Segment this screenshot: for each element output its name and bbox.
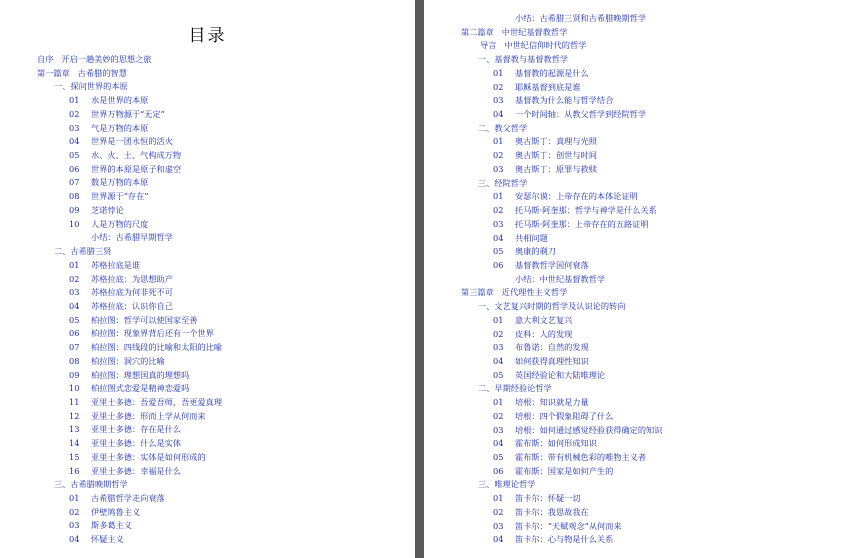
toc-entry[interactable] [69, 437, 181, 450]
toc-entry[interactable] [69, 506, 140, 519]
toc-entry-number: 06 [493, 465, 504, 476]
toc-entry-label: 一、文艺复兴时期的哲学及认识论的转向 [478, 301, 626, 312]
toc-entry-number: 05 [493, 246, 504, 257]
toc-entry[interactable] [493, 94, 613, 107]
toc-entry-number: 03 [493, 163, 504, 174]
toc-entry[interactable] [69, 231, 173, 244]
toc-entry[interactable] [478, 478, 535, 491]
toc-entry[interactable] [493, 163, 597, 176]
toc-entry[interactable] [493, 355, 589, 368]
toc-entry[interactable] [493, 437, 597, 450]
toc-entry[interactable] [69, 369, 189, 382]
toc-entry-label: 亚里士多德：存在是什么 [91, 424, 182, 435]
toc-entry-number: 04 [493, 534, 504, 545]
toc-entry[interactable] [478, 177, 527, 190]
toc-entry-label: 基督教哲学因何衰落 [515, 259, 589, 270]
toc-entry[interactable] [493, 259, 589, 272]
toc-entry-label: 亚里士多德：什么是实体 [91, 438, 182, 449]
toc-entry[interactable] [478, 122, 527, 135]
toc-entry-label: 笛卡尔：“天赋观念”从何而来 [515, 520, 622, 531]
toc-entry-label: 芝诺悖论 [91, 204, 124, 215]
toc-entry[interactable] [54, 80, 128, 93]
toc-entry[interactable] [493, 506, 589, 519]
toc-entry-label: 亚里士多德：形而上学从何而来 [91, 410, 206, 421]
toc-entry-number: 01 [69, 259, 80, 270]
toc-entry[interactable] [493, 232, 548, 245]
toc-entry-label: 奥古斯丁：真理与光照 [515, 136, 597, 147]
toc-entry-number: 06 [69, 163, 80, 174]
toc-entry[interactable] [493, 341, 589, 354]
toc-entry-label: 柏拉图：洞穴的比喻 [91, 355, 165, 366]
toc-entry-number: 03 [69, 122, 80, 133]
toc-entry-label: 柏拉图式恋爱是精神恋爱吗 [91, 383, 190, 394]
toc-entry-label: 柏拉图：哲学可以使国家至善 [91, 314, 198, 325]
toc-entry-number: 08 [69, 191, 80, 202]
toc-entry-label: 奥康的剃刀 [515, 246, 556, 257]
toc-entry-number: 04 [493, 232, 504, 243]
toc-entry-number: 12 [69, 410, 80, 421]
toc-entry-number: 05 [69, 314, 80, 325]
toc-entry-label: 怀疑主义 [91, 534, 124, 545]
toc-entry-number: 01 [493, 493, 504, 504]
toc-entry[interactable] [493, 149, 597, 162]
toc-entry-number: 04 [493, 438, 504, 449]
toc-entry-number: 02 [493, 205, 504, 216]
toc-entry-number: 02 [493, 506, 504, 517]
toc-entry-number: 10 [69, 218, 80, 229]
toc-entry[interactable] [493, 328, 572, 341]
toc-entry[interactable] [69, 135, 173, 148]
toc-entry-label: 苏格拉底是谁 [91, 259, 141, 270]
toc-entry-label: 亚里士多德：吾爱吾师，吾更爱真理 [91, 397, 223, 407]
toc-entry-label: 亚里士多德：幸福是什么 [91, 465, 182, 476]
toc-entry[interactable] [37, 53, 151, 66]
toc-entry-number: 自序 [37, 54, 54, 64]
toc-entry-number: 01 [493, 191, 504, 202]
toc-entry[interactable] [69, 314, 197, 327]
toc-entry-label: 古希腊哲学走向衰落 [91, 493, 165, 504]
toc-entry[interactable] [69, 533, 124, 546]
toc-entry[interactable] [69, 286, 173, 299]
toc-entry[interactable] [478, 300, 625, 313]
toc-entry[interactable] [69, 163, 181, 176]
toc-entry-number: 01 [493, 397, 504, 408]
toc-entry[interactable] [69, 382, 189, 395]
toc-entry[interactable] [493, 273, 605, 286]
toc-entry[interactable] [480, 39, 586, 52]
toc-entry-label: 霍布斯：国家是如何产生的 [515, 465, 614, 476]
toc-entry-number: 06 [69, 328, 80, 339]
toc-entry-label: 柏拉图：四线段的比喻和太阳的比喻 [91, 342, 223, 353]
toc-entry-number: 05 [493, 369, 504, 380]
toc-entry[interactable] [493, 218, 649, 231]
toc-entry-number: 02 [69, 273, 80, 284]
toc-entry-label: 托马斯·阿奎那：上帝存在的五路证明 [515, 218, 649, 229]
toc-entry-label: 共相问题 [515, 232, 548, 243]
toc-entry[interactable] [493, 424, 662, 437]
toc-entry-number: 11 [69, 397, 80, 407]
toc-entry[interactable] [69, 94, 148, 107]
toc-entry-number: 04 [493, 109, 504, 120]
toc-entry-label: 古希腊的智慧 [77, 67, 127, 78]
toc-entry-number: 03 [493, 520, 504, 531]
toc-entry[interactable] [69, 396, 222, 409]
toc-entry-number: 16 [69, 465, 80, 476]
toc-entry-number: 02 [493, 81, 504, 92]
toc-entry[interactable] [493, 12, 646, 25]
toc-entry-label: 水、火、土、气构成万物 [91, 150, 182, 161]
toc-entry-number: 07 [69, 342, 80, 353]
toc-entry[interactable] [69, 355, 165, 368]
toc-entry[interactable] [69, 108, 165, 121]
toc-entry[interactable] [54, 245, 111, 258]
toc-entry-number: 02 [493, 410, 504, 421]
toc-entry-number: 01 [69, 493, 80, 504]
toc-entry-label: 中世纪基督教哲学 [501, 26, 568, 37]
toc-entry[interactable] [69, 423, 181, 436]
toc-entry[interactable] [493, 108, 646, 121]
toc-entry[interactable] [69, 465, 181, 478]
toc-entry-label: 斯多葛主义 [91, 520, 132, 531]
toc-entry-label: 笛卡尔：怀疑一切 [515, 493, 581, 504]
toc-entry[interactable] [69, 300, 173, 313]
toc-entry-label: 伊壁鸠鲁主义 [91, 506, 141, 517]
toc-entry-number: 03 [493, 218, 504, 229]
toc-entry[interactable] [69, 519, 132, 532]
toc-entry-label: 气是万物的本原 [91, 122, 149, 133]
toc-entry[interactable] [69, 149, 181, 162]
toc-entry-number: 03 [493, 424, 504, 435]
toc-entry-number: 02 [493, 328, 504, 339]
toc-entry-label: 水是世界的本原 [91, 95, 149, 106]
toc-entry-label: 奥古斯丁：原罪与救赎 [515, 163, 597, 174]
toc-entry[interactable] [493, 396, 589, 409]
toc-entry-number: 02 [69, 108, 80, 119]
toc-entry-label: 一、探问世界的本原 [54, 81, 128, 92]
toc-entry-number: 01 [69, 95, 80, 106]
toc-entry-label: 布鲁诺：自然的发现 [515, 342, 589, 353]
toc-entry-number: 09 [69, 369, 80, 380]
toc-entry-label: 英国经验论和大陆唯理论 [515, 369, 606, 380]
toc-entry-number: 01 [493, 314, 504, 325]
toc-entry-number: 02 [69, 506, 80, 517]
toc-entry[interactable] [69, 176, 148, 189]
toc-entry[interactable] [493, 369, 605, 382]
toc-entry[interactable] [493, 245, 556, 258]
toc-entry-label: 基督教的起源是什么 [515, 67, 589, 78]
toc-entry-label: 意大利文艺复兴 [515, 314, 573, 325]
toc-entry-label: 世界源于“存在” [91, 191, 149, 202]
toc-entry-number: 09 [69, 204, 80, 215]
toc-entry[interactable] [54, 478, 128, 491]
toc-entry-label: 托马斯·阿奎那：哲学与神学是什么关系 [515, 205, 657, 216]
toc-entry-number: 03 [493, 342, 504, 353]
toc-entry[interactable] [478, 53, 568, 66]
toc-entry-label: 亚里士多德：实体是如何形成的 [91, 451, 206, 462]
toc-entry-label: 一、基督教与基督教哲学 [478, 54, 569, 65]
toc-entry-label: 世界是一团永恒的活火 [91, 136, 173, 147]
toc-entry-number: 10 [69, 383, 80, 394]
toc-entry[interactable] [69, 259, 140, 272]
toc-entry[interactable] [461, 286, 567, 299]
toc-entry-number: 08 [69, 355, 80, 366]
toc-entry-label: 二、古希腊三贤 [54, 246, 112, 257]
toc-entry-number: 04 [493, 356, 504, 366]
toc-entry-label: 近代理性主义哲学 [501, 287, 568, 298]
toc-entry[interactable] [69, 410, 206, 423]
toc-entry-label: 奥古斯丁：创世与时间 [515, 150, 597, 161]
toc-entry-number: 05 [69, 150, 80, 161]
toc-entry-number: 15 [69, 451, 80, 462]
toc-entry-number: 02 [493, 150, 504, 161]
toc-entry-label: 苏格拉底为何非死不可 [91, 287, 173, 298]
toc-entry[interactable] [69, 218, 148, 231]
toc-entry-label: 二、教父哲学 [478, 122, 528, 133]
toc-entry[interactable] [493, 520, 622, 533]
toc-entry[interactable] [69, 327, 214, 340]
toc-entry-label: 苏格拉底：认识你自己 [91, 300, 173, 311]
toc-entry[interactable] [493, 492, 581, 505]
toc-entry-number: 04 [69, 534, 80, 545]
toc-entry[interactable] [493, 67, 589, 80]
toc-entry-number: 13 [69, 424, 80, 435]
toc-entry[interactable] [69, 190, 149, 203]
toc-entry-number: 05 [493, 452, 504, 463]
toc-entry-label: 柏拉图：现象界背后还有一个世界 [91, 328, 214, 339]
toc-entry[interactable] [493, 81, 581, 94]
toc-entry[interactable] [69, 341, 222, 354]
toc-entry-label: 柏拉图：理想国真的理想吗 [91, 369, 190, 380]
toc-entry[interactable] [493, 190, 638, 203]
toc-entry-label: 三、古希腊晚期哲学 [54, 479, 128, 490]
toc-entry-label: 笛卡尔：心与物是什么关系 [515, 534, 614, 545]
toc-entry-label: 霍布斯：带有机械色彩的唯物主义者 [515, 452, 647, 463]
toc-entry-label: 霍布斯：如何形成知识 [515, 438, 597, 449]
toc-entry-label: 培根：如何通过感觉经验获得确定的知识 [515, 424, 663, 435]
toc-entry-number: 14 [69, 438, 80, 449]
toc-entry-label: 一个时间轴：从教父哲学到经院哲学 [515, 109, 647, 120]
toc-entry-number: 导言 [480, 40, 497, 51]
toc-entry-number: 06 [493, 259, 504, 270]
toc-entry-label: 培根：四个假象阻碍了什么 [515, 410, 614, 421]
toc-entry-number: 04 [69, 136, 80, 147]
toc-entry-label: 小结：中世纪基督教哲学 [515, 273, 606, 284]
toc-entry[interactable] [493, 533, 613, 546]
toc-entry-label: 安瑟尔谟：上帝存在的本体论证明 [515, 191, 638, 202]
toc-entry-label: 二、早期经验论哲学 [478, 383, 552, 394]
toc-entry[interactable] [493, 135, 597, 148]
toc-entry[interactable] [69, 273, 173, 286]
toc-entry-label: 培根：知识就是力量 [515, 397, 589, 408]
toc-entry-label: 小结：古希腊早期哲学 [91, 232, 173, 243]
toc-entry-label: 小结：古希腊三贤和古希腊晚期哲学 [515, 13, 647, 23]
toc-entry-label: 三、经院哲学 [478, 177, 528, 188]
right-page [424, 0, 844, 558]
toc-entry-number: 01 [493, 136, 504, 147]
toc-entry[interactable] [69, 122, 148, 135]
toc-entry-label: 如何获得真理性知识 [515, 356, 589, 366]
toc-entry-number: 第二篇章 [461, 26, 494, 37]
toc-entry[interactable] [493, 314, 572, 327]
toc-entry-label: 耶稣基督到底是谁 [515, 81, 581, 92]
toc-entry[interactable] [493, 204, 657, 217]
toc-entry-label: 笛卡尔：我思故我在 [515, 506, 589, 517]
toc-entry[interactable] [69, 204, 124, 217]
toc-entry[interactable] [493, 465, 613, 478]
toc-entry-label: 世界万物源于“无定” [91, 108, 165, 119]
toc-entry-number: 03 [69, 520, 80, 531]
toc-entry-label: 世界的本原是原子和虚空 [91, 163, 182, 174]
toc-entry-number: 03 [493, 95, 504, 106]
toc-entry-label: 苏格拉底：为思想助产 [91, 273, 173, 284]
toc-entry-label: 人是万物的尺度 [91, 218, 149, 229]
toc-entry-label: 数是万物的本原 [91, 177, 149, 188]
toc-entry-number: 第三篇章 [461, 287, 494, 298]
toc-entry[interactable] [478, 382, 552, 395]
toc-entry-number: 04 [69, 300, 80, 311]
toc-entry-label: 开启一趟美妙的思想之旅 [61, 54, 152, 64]
toc-entry[interactable] [461, 26, 567, 39]
toc-entry[interactable] [69, 492, 165, 505]
toc-entry[interactable] [493, 451, 646, 464]
toc-entry-number: 03 [69, 287, 80, 298]
toc-entry[interactable] [69, 451, 206, 464]
page-title: 目录 [188, 26, 227, 46]
toc-entry-number: 01 [493, 67, 504, 78]
toc-entry-number: 07 [69, 177, 80, 188]
toc-entry[interactable] [493, 410, 613, 423]
toc-entry-label: 中世纪信仰时代的哲学 [504, 40, 587, 51]
toc-entry-label: 皮科：人的发现 [515, 328, 573, 339]
toc-entry-label: 基督教为什么能与哲学结合 [515, 95, 614, 106]
toc-entry[interactable] [37, 67, 127, 80]
toc-entry-number: 第一篇章 [37, 67, 70, 78]
toc-entry-label: 三、唯理论哲学 [478, 479, 536, 490]
left-page [0, 0, 415, 558]
